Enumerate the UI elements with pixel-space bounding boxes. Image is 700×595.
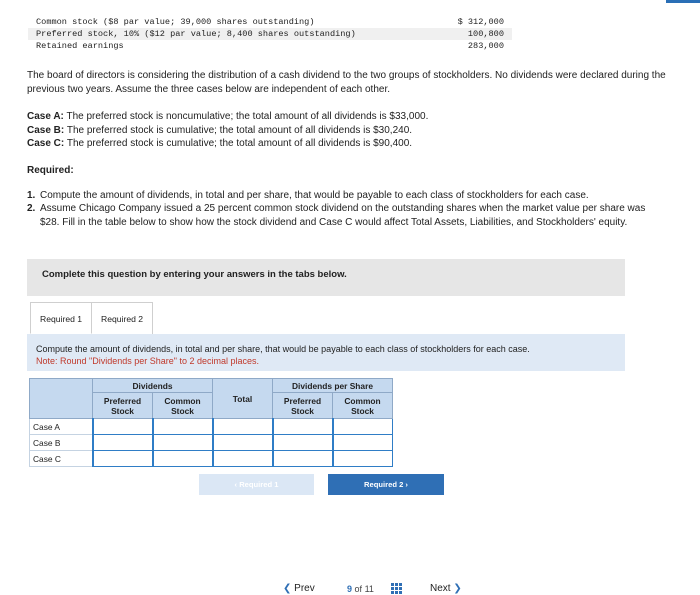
tab-required-1[interactable]: Required 1 bbox=[30, 302, 92, 334]
pager-next-button[interactable] bbox=[430, 582, 462, 595]
col-header-common-per-share: Common Stock bbox=[333, 393, 393, 419]
col-header-common: Common Stock bbox=[153, 393, 213, 419]
stock-info-box bbox=[28, 16, 512, 52]
answer-input[interactable] bbox=[334, 420, 393, 434]
pager-prev-label: Prev bbox=[294, 583, 315, 594]
answer-cell[interactable] bbox=[273, 419, 333, 435]
chevron-left-icon: ‹ bbox=[234, 480, 240, 489]
stock-label: Preferred stock, 10% ($12 par value; 8,400 shares outstanding) bbox=[36, 29, 356, 39]
instruction-bar: Complete this question by entering your answers in the tabs below. bbox=[27, 259, 625, 296]
chevron-right-icon: › bbox=[403, 480, 408, 489]
requirement-text: Compute the amount of dividends, in total and per share, that would be payable to each class of stockholders for each case. bbox=[40, 190, 589, 201]
answer-cell[interactable] bbox=[213, 419, 273, 435]
stock-row bbox=[28, 28, 512, 40]
case-label: Case C: bbox=[27, 138, 65, 149]
instruction-panel bbox=[27, 334, 625, 371]
col-header-preferred-per-share: Preferred Stock bbox=[273, 393, 333, 419]
answer-input[interactable] bbox=[334, 436, 393, 450]
page-counter bbox=[347, 582, 374, 595]
stock-amount: 283,000 bbox=[467, 41, 504, 51]
answer-cell[interactable] bbox=[153, 435, 213, 451]
case-label: Case B: bbox=[27, 124, 65, 136]
answer-cell[interactable] bbox=[93, 451, 153, 467]
stock-row bbox=[28, 16, 512, 28]
answer-input[interactable] bbox=[154, 452, 212, 466]
case-item bbox=[27, 137, 428, 151]
page-of: of bbox=[354, 584, 363, 594]
current-page: 9 bbox=[347, 584, 353, 594]
answer-input[interactable] bbox=[274, 452, 332, 466]
prev-button-label: Required 1 bbox=[239, 480, 279, 489]
requirements-list bbox=[27, 189, 667, 229]
requirement-text: Assume Chicago Company issued a 25 percent common stock dividend on the outstanding shares when the market value per share was $28. Fill in the table below to show how the stock dividend and Case C would affect Total Assets, Liabilities, and Stockholders' equity. bbox=[40, 203, 646, 228]
stock-label: Retained earnings bbox=[36, 41, 124, 51]
answer-input[interactable] bbox=[94, 420, 152, 434]
answer-cell[interactable] bbox=[213, 451, 273, 467]
case-item bbox=[27, 124, 428, 138]
col-header-preferred: Preferred Stock bbox=[93, 393, 153, 419]
group-header-dividends: Dividends bbox=[93, 379, 213, 393]
requirement-item bbox=[27, 189, 667, 202]
answer-cell[interactable] bbox=[273, 435, 333, 451]
case-text: The preferred stock is cumulative; the total amount of all dividends is $90,400. bbox=[64, 138, 413, 149]
case-item bbox=[27, 110, 428, 124]
tab-bar bbox=[30, 302, 153, 334]
answer-input[interactable] bbox=[94, 436, 152, 450]
col-header-total: Total bbox=[213, 379, 273, 419]
stock-amount: 100,800 bbox=[467, 29, 504, 39]
stock-amount: $ 312,000 bbox=[457, 17, 504, 27]
requirement-number: 2. bbox=[27, 203, 36, 215]
panel-instruction: Compute the amount of dividends, in total and per share, that would be payable to each class of stockholders for each case. bbox=[36, 344, 530, 354]
total-pages: 11 bbox=[364, 584, 374, 594]
answer-cell[interactable] bbox=[153, 419, 213, 435]
pager-next-label: Next bbox=[430, 583, 451, 594]
answer-input[interactable] bbox=[274, 420, 332, 434]
rounding-note: Note: Round "Dividends per Share" to 2 decimal places. bbox=[36, 356, 260, 366]
stock-label: Common stock ($8 par value; 39,000 shares outstanding) bbox=[36, 17, 315, 27]
answer-cell[interactable] bbox=[213, 435, 273, 451]
requirement-number: 1. bbox=[27, 190, 36, 201]
case-text: The preferred stock is noncumulative; the total amount of all dividends is $33,000. bbox=[63, 111, 429, 122]
dividends-table bbox=[29, 378, 393, 467]
case-label: Case A: bbox=[27, 111, 64, 122]
answer-cell[interactable] bbox=[273, 451, 333, 467]
group-header-per-share: Dividends per Share bbox=[273, 379, 393, 393]
answer-input[interactable] bbox=[274, 436, 332, 450]
answer-cell[interactable] bbox=[93, 435, 153, 451]
chevron-left-icon: ❮ bbox=[283, 583, 292, 594]
grid-icon[interactable] bbox=[391, 583, 402, 594]
answer-cell[interactable] bbox=[333, 419, 393, 435]
table-row bbox=[30, 435, 393, 451]
requirement-item bbox=[27, 202, 667, 229]
next-required-button[interactable] bbox=[328, 474, 444, 495]
top-accent-bar bbox=[666, 0, 700, 3]
answer-cell[interactable] bbox=[93, 419, 153, 435]
next-button-label: Required 2 bbox=[364, 480, 404, 489]
answer-cell[interactable] bbox=[333, 451, 393, 467]
case-list bbox=[27, 110, 428, 151]
answer-input[interactable] bbox=[334, 452, 393, 466]
answer-input[interactable] bbox=[94, 452, 152, 466]
case-text: The preferred stock is cumulative; the total amount of all dividends is $30,240. bbox=[64, 124, 413, 136]
chevron-right-icon: ❯ bbox=[453, 583, 462, 594]
answer-cell[interactable] bbox=[333, 435, 393, 451]
corner-header bbox=[30, 379, 93, 419]
answer-input[interactable] bbox=[154, 436, 212, 450]
answer-input[interactable] bbox=[214, 452, 272, 466]
row-label: Case C bbox=[30, 451, 93, 467]
pager-prev-button[interactable] bbox=[283, 582, 315, 595]
required-heading: Required: bbox=[27, 165, 74, 176]
table-row bbox=[30, 419, 393, 435]
row-label: Case B bbox=[30, 435, 93, 451]
answer-input[interactable] bbox=[214, 436, 272, 450]
intro-paragraph: The board of directors is considering the distribution of a cash dividend to the two groups of stockholders. No dividends were declared during the previous two years. Assume the three cases below are independent of each other. bbox=[27, 70, 666, 95]
answer-input[interactable] bbox=[214, 420, 272, 434]
previous-required-button[interactable] bbox=[199, 474, 314, 495]
stock-row bbox=[28, 40, 512, 52]
answer-input[interactable] bbox=[154, 420, 212, 434]
row-label: Case A bbox=[30, 419, 93, 435]
tab-required-2[interactable]: Required 2 bbox=[92, 302, 153, 334]
answer-cell[interactable] bbox=[153, 451, 213, 467]
table-row bbox=[30, 451, 393, 467]
